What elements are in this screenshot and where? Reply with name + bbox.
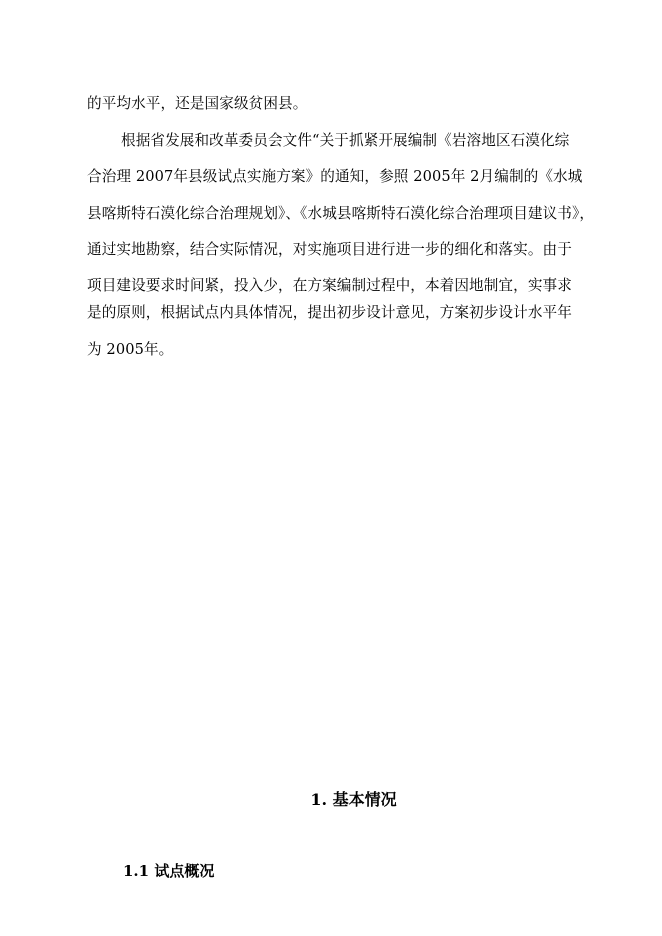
paragraph-2-line-1: 根据省发展和改革委员会文件“关于抓紧开展编制《岩溶地区石漠化综 (121, 132, 570, 149)
section-heading-basic-situation: 1. 基本情况 (310, 790, 397, 809)
paragraph-2-line-4: 通过实地勘察，结合实际情况，对实施项目进行进一步的细化和落实。由于 (87, 241, 572, 258)
paragraph-2-line-3: 县喀斯特石漠化综合治理规划》、《水城县喀斯特石漠化综合治理项目建议书》， (87, 205, 595, 222)
paragraph-2-line-2: 合治理 2007年县级试点实施方案》的通知，参照 2005年 2月编制的《水城 (87, 168, 583, 185)
subsection-heading-pilot-overview: 1.1 试点概况 (123, 862, 215, 880)
paragraph-2-line-7: 为 2005年。 (87, 341, 174, 358)
paragraph-1-line-1: 的平均水平，还是国家级贫困县。 (87, 95, 308, 112)
paragraph-2-line-5: 项目建设要求时间紧，投入少，在方案编制过程中，本着因地制宜，实事求 (87, 277, 572, 294)
paragraph-2-line-6: 是的原则，根据试点内具体情况，提出初步设计意见，方案初步设计水平年 (87, 304, 572, 321)
